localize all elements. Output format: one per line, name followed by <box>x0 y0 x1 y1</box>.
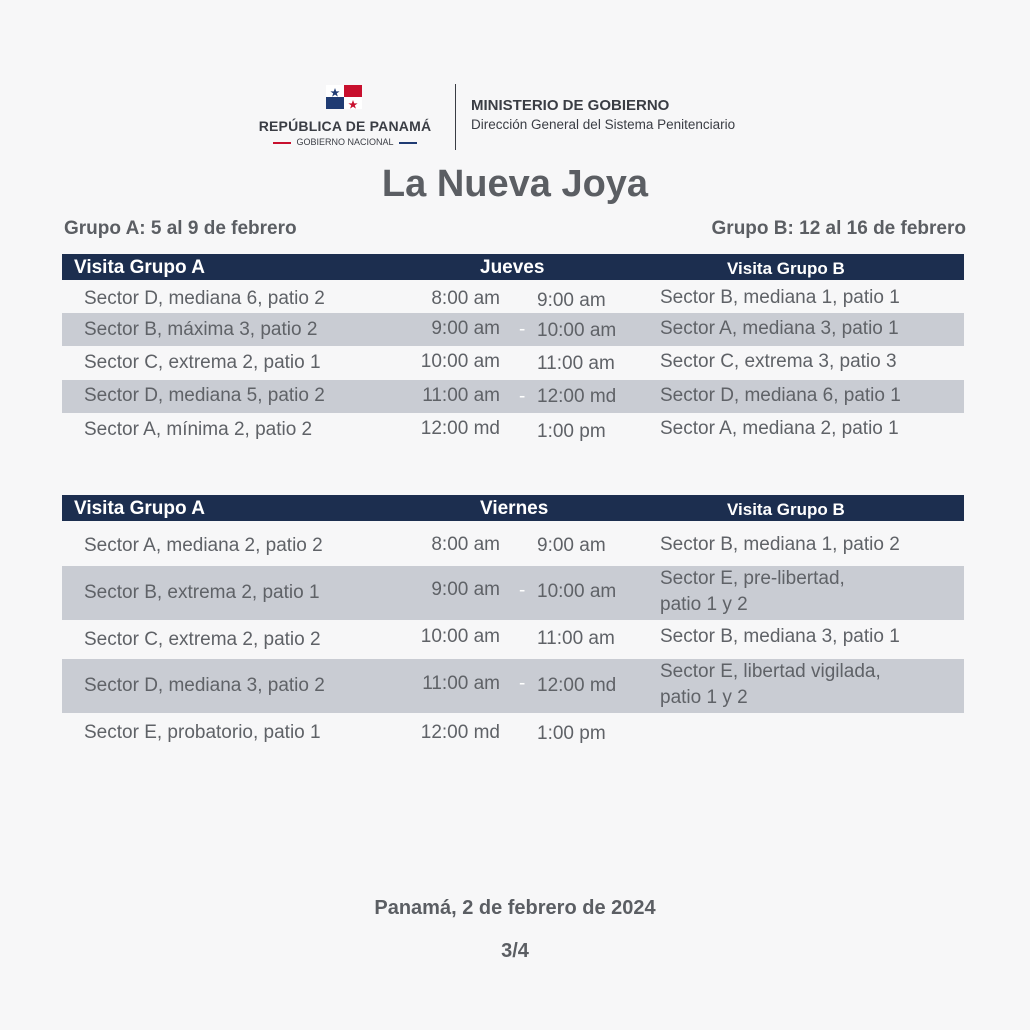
group-b-cell <box>660 659 881 711</box>
column-day: Viernes <box>480 498 549 519</box>
group-a-cell: Sector B, máxima 3, patio 2 <box>84 319 318 340</box>
column-group-b: Visita Grupo B <box>727 500 845 519</box>
group-b-cell <box>660 566 845 618</box>
thursday-schedule-table <box>62 254 964 447</box>
group-b-cell: Sector D, mediana 6, patio 1 <box>660 385 901 406</box>
time-separator: - <box>519 580 526 601</box>
start-time: 8:00 am <box>431 534 500 555</box>
group-a-cell: Sector A, mediana 2, patio 2 <box>84 535 323 556</box>
start-time: 10:00 am <box>420 351 500 372</box>
start-time: 12:00 md <box>420 722 500 743</box>
group-b-cell <box>660 532 900 558</box>
group-a-cell: Sector C, extrema 2, patio 2 <box>84 629 321 650</box>
group-b-line-1: Sector B, mediana 1, patio 2 <box>660 534 900 555</box>
government-label <box>253 137 437 147</box>
group-b-cell <box>660 624 900 650</box>
group-a-cell: Sector C, extrema 2, patio 1 <box>84 352 321 373</box>
group-b-line-2: patio 1 y 2 <box>660 687 748 708</box>
column-day: Jueves <box>480 257 545 278</box>
table-row <box>62 659 964 713</box>
time-separator: - <box>519 319 526 340</box>
group-b-dates: Grupo B: 12 al 16 de febrero <box>711 218 966 239</box>
column-group-b: Visita Grupo B <box>727 259 845 278</box>
start-time: 10:00 am <box>420 626 500 647</box>
end-time: 10:00 am <box>537 320 617 341</box>
group-a-cell: Sector D, mediana 5, patio 2 <box>84 385 325 406</box>
end-time: 1:00 pm <box>537 723 606 744</box>
table-header <box>62 495 964 521</box>
group-b-cell: Sector C, extrema 3, patio 3 <box>660 351 897 372</box>
group-b-cell: Sector A, mediana 3, patio 1 <box>660 318 899 339</box>
table-row <box>62 313 964 346</box>
end-time: 9:00 am <box>537 290 606 311</box>
start-time: 9:00 am <box>431 318 500 339</box>
time-separator: - <box>519 673 526 694</box>
government-text: GOBIERNO NACIONAL <box>296 137 394 147</box>
blue-line <box>399 142 417 144</box>
table-row <box>62 346 964 380</box>
group-a-cell: Sector E, probatorio, patio 1 <box>84 722 321 743</box>
start-time: 9:00 am <box>431 579 500 600</box>
end-time: 1:00 pm <box>537 421 606 442</box>
column-group-a: Visita Grupo A <box>74 257 205 278</box>
end-time: 11:00 am <box>537 353 615 374</box>
group-b-line-1: Sector E, pre-libertad, <box>660 568 845 589</box>
page-title: La Nueva Joya <box>381 163 649 205</box>
end-time: 10:00 am <box>537 581 617 602</box>
red-line <box>273 142 291 144</box>
end-time: 11:00 am <box>537 628 615 649</box>
institutional-header <box>0 82 1030 152</box>
place-date: Panamá, 2 de febrero de 2024 <box>374 897 656 919</box>
group-a-cell: Sector D, mediana 6, patio 2 <box>84 288 325 309</box>
table-header <box>62 254 964 280</box>
group-b-cell: Sector B, mediana 1, patio 1 <box>660 287 900 308</box>
end-time: 12:00 md <box>537 386 617 407</box>
directorate-name: Dirección General del Sistema Penitenciario <box>471 117 736 132</box>
start-time: 11:00 am <box>422 385 500 406</box>
country-name: REPÚBLICA DE PANAMÁ <box>258 118 432 134</box>
end-time: 9:00 am <box>537 535 606 556</box>
start-time: 11:00 am <box>422 673 500 694</box>
group-b-line-2: patio 1 y 2 <box>660 594 748 615</box>
table-row <box>62 566 964 620</box>
table-row <box>62 280 964 313</box>
column-group-a: Visita Grupo A <box>74 498 205 519</box>
table-row <box>62 620 964 659</box>
friday-schedule-table <box>62 495 964 758</box>
page-number: 3/4 <box>501 940 529 962</box>
group-a-cell: Sector B, extrema 2, patio 1 <box>84 582 320 603</box>
group-b-line-1: Sector E, libertad vigilada, <box>660 661 881 682</box>
table-row <box>62 713 964 758</box>
group-b-cell: Sector A, mediana 2, patio 1 <box>660 418 899 439</box>
group-a-cell: Sector A, mínima 2, patio 2 <box>84 419 313 440</box>
start-time: 12:00 md <box>420 418 500 439</box>
ministry-name: MINISTERIO DE GOBIERNO <box>471 97 670 114</box>
group-a-cell: Sector D, mediana 3, patio 2 <box>84 675 325 696</box>
time-separator: - <box>519 386 526 407</box>
header-divider <box>455 84 456 150</box>
table-row <box>62 521 964 566</box>
group-b-line-1: Sector B, mediana 3, patio 1 <box>660 626 900 647</box>
group-a-dates: Grupo A: 5 al 9 de febrero <box>64 218 297 239</box>
start-time: 8:00 am <box>431 288 500 309</box>
panama-flag-icon <box>326 85 362 109</box>
table-row <box>62 380 964 413</box>
end-time: 12:00 md <box>537 675 617 696</box>
table-row <box>62 413 964 447</box>
